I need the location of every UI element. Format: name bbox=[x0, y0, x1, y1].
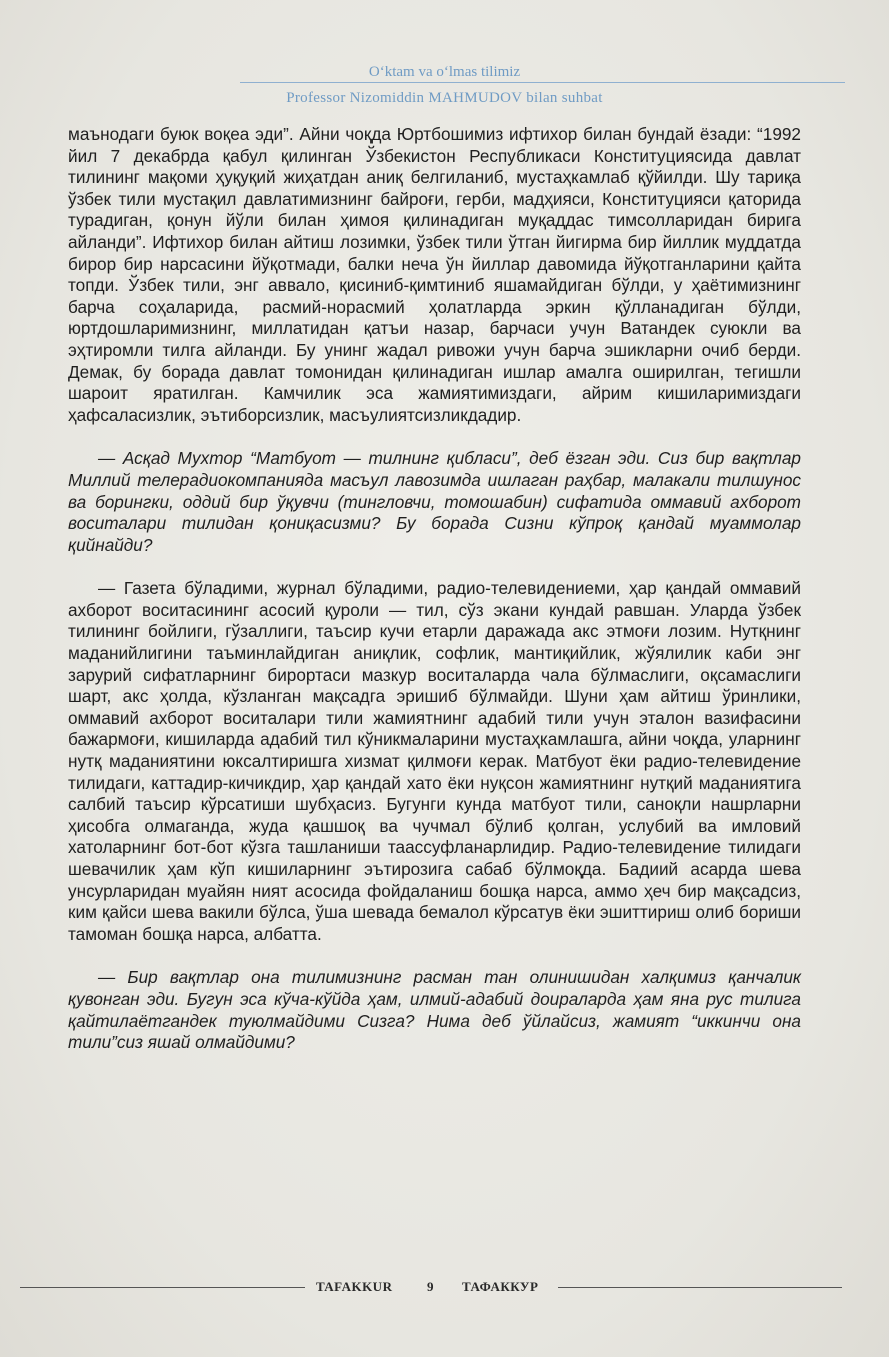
header-subtitle: Professor Nizomiddin MAHMUDOV bilan suhbat bbox=[286, 90, 603, 106]
header-rule bbox=[240, 82, 845, 83]
paragraph-question: — Асқад Мухтор “Матбуот — тилнинг қибласи”, деб ёзган эди. Сиз бир вақтлар Миллий телерадиокомпанияда масъул лавозимда ишлаган раҳбар, малакали тилшунос ва борингки, оддий бир ўқувчи (тингловчи, томошабин) сифатида оммавий ахборот воситалари тилидан қониқасизми? Бу борада Сизни кўпроқ қандай муаммолар қийнайди? bbox=[68, 448, 801, 555]
page-number: 9 bbox=[427, 1279, 434, 1294]
header-title: O‘ktam va o‘lmas tilimiz bbox=[368, 64, 521, 80]
footer-label-latin: TAFAKKUR bbox=[316, 1279, 393, 1294]
page-footer bbox=[0, 1277, 889, 1297]
footer-rule-left bbox=[20, 1287, 305, 1288]
footer-label-cyrillic: ТАФАККУР bbox=[462, 1279, 539, 1294]
running-header bbox=[0, 62, 889, 82]
article-body bbox=[68, 124, 801, 1054]
footer-rule-right bbox=[558, 1287, 842, 1288]
paragraph-answer-continued: маънодаги буюк воқеа эди”. Айни чоқда Юртбошимиз ифтихор билан бундай ёзади: “1992 йил 7 декабрда қабул қилинган Ўзбекистон Республикаси Конституциясида давлат тилининг мақоми ҳуқуқий жиҳатдан аниқ белгиланиб, мустаҳкамлаб қўйилди. Шу тариқа ўзбек тили мустақил давлатимизнинг байроғи, герби, мадҳияси, Конституцияси қаторида турадиган, қонун йўли билан ҳимоя қилинадиган муқаддас тимсолларидан бирига айланди”. Ифтихор билан айтиш лозимки, ўзбек тили ўтган йигирма бир йиллик муддатда бирор бир нарсасини йўқотмади, балки неча ўн йиллар давомида йўқотганларини қайта топди. Ўзбек тили, энг аввало, қисиниб-қимтиниб яшамайдиган бўлди, у ҳаётимизнинг барча соҳаларида, расмий-норасмий ҳолатларда эркин қўлланадиган бўлди, юртдошларимизнинг, миллатидан қатъи назар, барчаси учун Ватандек суюкли ва эҳтиромли тилга айланди. Бу унинг жадал ривожи учун барча эшикларни очиб берди. Демак, бу борада давлат томонидан қилинадиган ишлар амалга оширилган, тегишли шароит яратилган. Камчилик эса жамиятимиздаги, айрим кишиларимиздаги ҳафсаласизлик, эътиборсизлик, масъулиятсизликдадир. bbox=[68, 124, 801, 425]
paragraph-question: — Бир вақтлар она тилимизнинг расман тан олинишидан халқимиз қанчалик қувонган эди. Бугун эса кўча-кўйда ҳам, илмий-адабий доираларда ҳам яна рус тилига қайтилаётгандек туюлмайдими Сизга? Нима деб ўйлайсиз, жамият “иккинчи она тили”сиз яшай олмайдими? bbox=[68, 967, 801, 1053]
paragraph-answer: — Газета бўладими, журнал бўладими, радио-телевидениеми, ҳар қандай оммавий ахборот воситасининг асосий қуроли — тил, сўз экани кундай равшан. Уларда ўзбек тилининг бойлиги, гўзаллиги, таъсир кучи етарли даражада акс этмоғи лозим. Нутқнинг маданийлигини таъминлайдиган аниқлик, софлик, мантиқийлик, жўялилик каби энг зарурий сифатларнинг бирортаси мазкур воситаларда чала бўлмаслиги, оқсамаслиги шарт, акс ҳолда, кўзланган мақсадга эришиб бўлмайди. Шуни ҳам айтиш ўринлики, оммавий ахборот воситалари тили жамиятнинг адабий тили учун эталон вазифасини бажармоғи, кишиларда адабий тил кўникмаларини мустаҳкамлашга, айни чоқда, уларнинг нутқ маданиятини юксалтиришга хизмат қилмоғи керак. Матбуот ёки радио-телевидение тилидаги, каттадир-кичикдир, ҳар қандай хато ёки нуқсон жамиятнинг нутқий маданиятига салбий таъсир кўрсатиши шубҳасиз. Бугунги кунда матбуот тили, саноқли нашрларни ҳисобга олмаганда, жуда қашшоқ ва чучмал бўлиб қолган, услубий ва имловий хатоларнинг бот-бот кўзга ташланиши таассуфланарлидир. Радио-телевидение тилидаги шевачилик ҳам кўп кишиларнинг эътирозига сабаб бўлмоқда. Бадиий асарда шева унсурларидан муайян ният асосида фойдаланиш бошқа нарса, аммо ҳеч бир мақсадсиз, ким қайси шева вакили бўлса, ўша шевада бемалол кўрсатув ёки эшиттириш олиб бориши тамоман бошқа нарса, албатта. bbox=[68, 578, 801, 944]
